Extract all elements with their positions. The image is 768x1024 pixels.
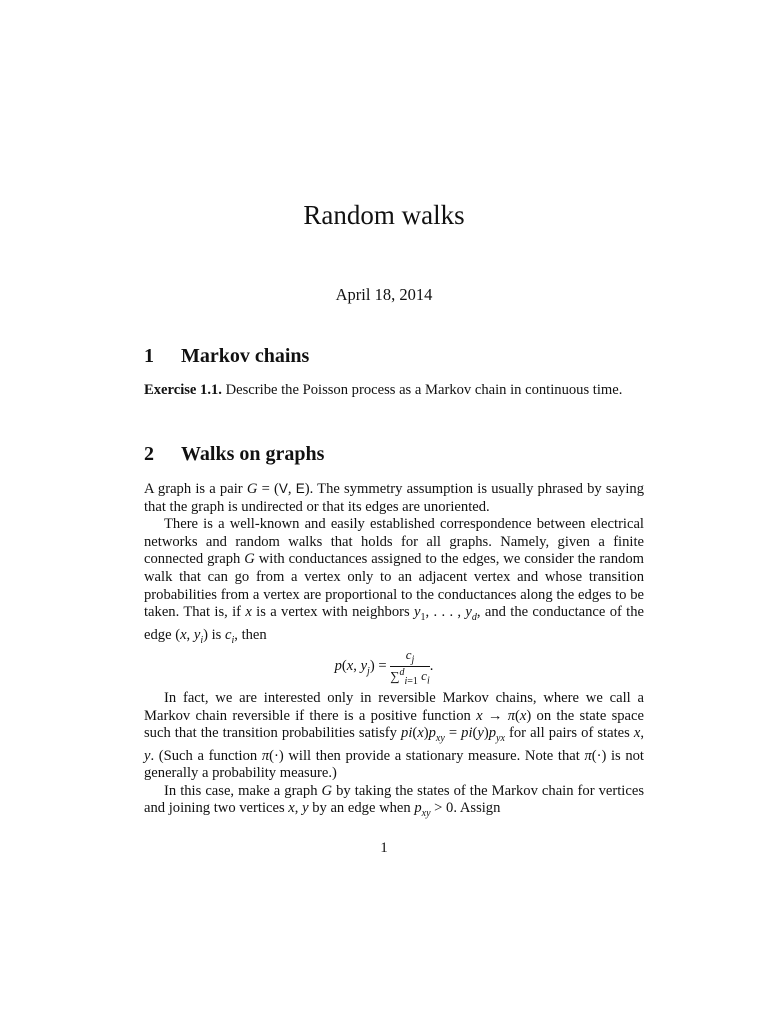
exercise-1-1 bbox=[144, 382, 644, 400]
equation-fraction: $\frac{c_j}{\sum^d_{i=1} c_i}$ bbox=[390, 647, 430, 687]
paragraph-reversible-chains: In fact, we are interested only in reversible Markov chains, where we call a Markov chain reversible if there is a positive function x → π(x) on the state space such that the transition probabilities satisfy $pi(x)p_{xy} = pi(y)p_{yx}$ for all pairs of states x, y. (Such a function π(·) will then provide a stationary measure. Note that π(·) is not generally a probability measure.) In this case, make a graph G by taking the states of the Markov chain for vertices and joining two vertices x, y by an edge when $p_{xy} > 0$. Assign bbox=[144, 690, 644, 820]
section-number: 1 bbox=[144, 345, 154, 367]
section-number: 2 bbox=[144, 443, 154, 465]
section-heading-markov-chains bbox=[144, 345, 309, 368]
paragraph-graph-definition: A graph is a pair G = (V, E). The symmetry assumption is usually phrased by saying that the graph is undirected or that its edges are unoriented. There is a well-known and easily established correspondence between electrical networks and random walks that holds for all graphs. Namely, given a finite connected graph G with conductances assigned to the edges, we consider the random walk that can go from a vertex only to an adjacent vertex and whose transition probabilities from a vertex are proportional to the conductances along the edges to be taken. That is, if x is a vertex with neighbors $y_1$, . . . , $y_d$, and the conductance of the edge (x, $y_i$) is $c_i$, then bbox=[144, 481, 645, 646]
page-number: 1 bbox=[380, 840, 388, 856]
section-heading-walks-on-graphs bbox=[144, 443, 324, 466]
paper-date: April 18, 2014 bbox=[335, 285, 433, 304]
paper-title: Random walks bbox=[303, 200, 465, 230]
section-title: Walks on graphs bbox=[181, 443, 325, 465]
exercise-text: Describe the Poisson process as a Markov chain in continuous time. bbox=[225, 382, 623, 398]
transition-probability-equation: p(x, $y_j$) = $\frac{c_j}{\sum^d_{i=1} c_i}$ . bbox=[334, 647, 434, 687]
section-title: Markov chains bbox=[181, 345, 310, 367]
exercise-label: Exercise 1.1. bbox=[144, 382, 222, 398]
